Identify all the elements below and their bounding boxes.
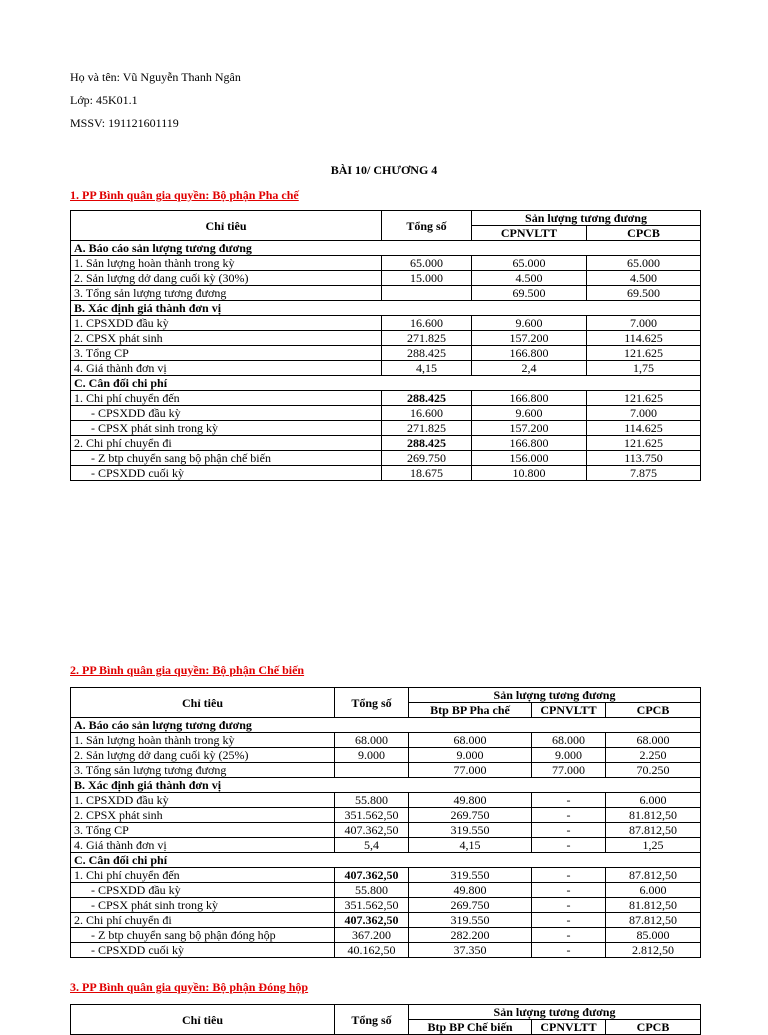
value-cell: 114.625 (587, 331, 701, 346)
value-cell: 319.550 (409, 913, 532, 928)
total-cell: 40.162,50 (335, 943, 409, 958)
row-label: 3. Tổng CP (71, 346, 382, 361)
header-col: Btp BP Chế biến (409, 1020, 532, 1035)
value-cell: 6.000 (606, 793, 701, 808)
student-name: Họ và tên: Vũ Nguyễn Thanh Ngân (70, 70, 241, 84)
value-cell: - (532, 898, 606, 913)
value-cell: 6.000 (606, 883, 701, 898)
value-cell: 166.800 (472, 436, 587, 451)
value-cell: 157.200 (472, 421, 587, 436)
total-cell: 65.000 (382, 256, 472, 271)
total-cell: 9.000 (335, 748, 409, 763)
table-row (71, 898, 701, 913)
total-cell: 407.362,50 (335, 868, 409, 883)
section-heading: A. Báo cáo sản lượng tương đương (71, 241, 701, 256)
total-cell: 18.675 (382, 466, 472, 481)
table-row (71, 436, 701, 451)
section-row (71, 718, 701, 733)
value-cell: - (532, 838, 606, 853)
row-label: - Z btp chuyển sang bộ phận đóng hộp (71, 928, 335, 943)
table-che-bien (70, 687, 701, 958)
section-heading: C. Cân đối chi phí (71, 853, 701, 868)
header-item: Chỉ tiêu (71, 1005, 335, 1035)
value-cell: 319.550 (409, 823, 532, 838)
value-cell: 2.250 (606, 748, 701, 763)
value-cell: 77.000 (532, 763, 606, 778)
table-row (71, 823, 701, 838)
value-cell: - (532, 883, 606, 898)
table-row (71, 391, 701, 406)
header-total: Tổng số (382, 211, 472, 241)
value-cell: 4.500 (472, 271, 587, 286)
value-cell: 2,4 (472, 361, 587, 376)
total-cell: 288.425 (382, 346, 472, 361)
table-row (71, 331, 701, 346)
header-col: CPNVLTT (532, 1020, 606, 1035)
value-cell: 1,25 (606, 838, 701, 853)
total-cell (335, 763, 409, 778)
value-cell: - (532, 943, 606, 958)
value-cell: 87.812,50 (606, 868, 701, 883)
table-row (71, 748, 701, 763)
total-cell: 55.800 (335, 793, 409, 808)
table-dong-hop (70, 1004, 701, 1035)
table-row (71, 763, 701, 778)
value-cell: 157.200 (472, 331, 587, 346)
row-label: 2. Chi phí chuyển đi (71, 436, 382, 451)
value-cell: 4.500 (587, 271, 701, 286)
section-row (71, 376, 701, 391)
section-heading: B. Xác định giá thành đơn vị (71, 778, 701, 793)
row-label: - CPSXDD đầu kỳ (71, 406, 382, 421)
row-label: 2. CPSX phát sinh (71, 808, 335, 823)
value-cell: 1,75 (587, 361, 701, 376)
row-label: - CPSX phát sinh trong kỳ (71, 421, 382, 436)
value-cell: 7.000 (587, 316, 701, 331)
section-row (71, 853, 701, 868)
student-class: Lớp: 45K01.1 (70, 93, 138, 107)
table-row (71, 421, 701, 436)
value-cell: 87.812,50 (606, 913, 701, 928)
row-label: 2. CPSX phát sinh (71, 331, 382, 346)
document-title: BÀI 10/ CHƯƠNG 4 (330, 163, 438, 177)
value-cell: 68.000 (606, 733, 701, 748)
total-cell (382, 286, 472, 301)
total-cell: 351.562,50 (335, 808, 409, 823)
header-total: Tổng số (335, 1005, 409, 1035)
value-cell: 121.625 (587, 346, 701, 361)
total-cell: 271.825 (382, 421, 472, 436)
total-cell: 5,4 (335, 838, 409, 853)
total-cell: 55.800 (335, 883, 409, 898)
section-heading: C. Cân đối chi phí (71, 376, 701, 391)
value-cell: 81.812,50 (606, 898, 701, 913)
header-equiv: Sản lượng tương đương (409, 688, 701, 703)
table-row (71, 286, 701, 301)
section1-title: 1. PP Bình quân gia quyền: Bộ phận Pha chế (70, 188, 299, 202)
table-row (71, 406, 701, 421)
header-equiv: Sản lượng tương đương (472, 211, 701, 226)
section-heading: A. Báo cáo sản lượng tương đương (71, 718, 701, 733)
total-cell: 269.750 (382, 451, 472, 466)
row-label: 1. Chi phí chuyển đến (71, 868, 335, 883)
value-cell: 166.800 (472, 391, 587, 406)
row-label: 4. Giá thành đơn vị (71, 838, 335, 853)
value-cell: 87.812,50 (606, 823, 701, 838)
value-cell: 7.875 (587, 466, 701, 481)
value-cell: 269.750 (409, 898, 532, 913)
header-col: CPNVLTT (532, 703, 606, 718)
section-row (71, 301, 701, 316)
section3-title: 3. PP Bình quân gia quyền: Bộ phận Đóng hộp (70, 980, 309, 994)
section-row (71, 778, 701, 793)
student-id: MSSV: 191121601119 (70, 116, 179, 130)
row-label: 3. Tổng CP (71, 823, 335, 838)
value-cell: - (532, 808, 606, 823)
table-row (71, 271, 701, 286)
total-cell: 15.000 (382, 271, 472, 286)
table-row (71, 808, 701, 823)
row-label: 1. Sản lượng hoàn thành trong kỳ (71, 256, 382, 271)
table-row (71, 451, 701, 466)
value-cell: 4,15 (409, 838, 532, 853)
value-cell: 156.000 (472, 451, 587, 466)
value-cell: 77.000 (409, 763, 532, 778)
value-cell: 121.625 (587, 391, 701, 406)
value-cell: - (532, 928, 606, 943)
row-label: 2. Sản lượng dở dang cuối kỳ (25%) (71, 748, 335, 763)
row-label: 1. CPSXDD đầu kỳ (71, 316, 382, 331)
total-cell: 288.425 (382, 391, 472, 406)
value-cell: 68.000 (532, 733, 606, 748)
table-row (71, 913, 701, 928)
value-cell: 85.000 (606, 928, 701, 943)
row-label: - CPSXDD cuối kỳ (71, 466, 382, 481)
value-cell: 70.250 (606, 763, 701, 778)
row-label: - Z btp chuyển sang bộ phận chế biến (71, 451, 382, 466)
row-label: 1. CPSXDD đầu kỳ (71, 793, 335, 808)
table-row (71, 466, 701, 481)
value-cell: 269.750 (409, 808, 532, 823)
value-cell: 49.800 (409, 793, 532, 808)
header-col: CPNVLTT (472, 226, 587, 241)
row-label: 1. Sản lượng hoàn thành trong kỳ (71, 733, 335, 748)
total-cell: 271.825 (382, 331, 472, 346)
value-cell: 2.812,50 (606, 943, 701, 958)
section-row (71, 241, 701, 256)
value-cell: 319.550 (409, 868, 532, 883)
value-cell: 9.600 (472, 406, 587, 421)
header-col: CPCB (606, 1020, 701, 1035)
value-cell: 113.750 (587, 451, 701, 466)
table-row (71, 883, 701, 898)
total-cell: 16.600 (382, 316, 472, 331)
value-cell: 7.000 (587, 406, 701, 421)
total-cell: 367.200 (335, 928, 409, 943)
total-cell: 16.600 (382, 406, 472, 421)
value-cell: 9.000 (409, 748, 532, 763)
total-cell: 4,15 (382, 361, 472, 376)
table-pha-che (70, 210, 701, 481)
header-col: Btp BP Pha chế (409, 703, 532, 718)
header-total: Tổng số (335, 688, 409, 718)
header-equiv: Sản lượng tương đương (409, 1005, 701, 1020)
row-label: 2. Chi phí chuyển đi (71, 913, 335, 928)
value-cell: 9.000 (532, 748, 606, 763)
value-cell: 49.800 (409, 883, 532, 898)
value-cell: - (532, 793, 606, 808)
row-label: 4. Giá thành đơn vị (71, 361, 382, 376)
table-row (71, 928, 701, 943)
row-label: 3. Tổng sản lượng tương đương (71, 763, 335, 778)
table-row (71, 943, 701, 958)
row-label: - CPSX phát sinh trong kỳ (71, 898, 335, 913)
value-cell: 81.812,50 (606, 808, 701, 823)
value-cell: 9.600 (472, 316, 587, 331)
section2-title: 2. PP Bình quân gia quyền: Bộ phận Chế biến (70, 663, 305, 677)
value-cell: 282.200 (409, 928, 532, 943)
value-cell: 65.000 (472, 256, 587, 271)
row-label: 1. Chi phí chuyển đến (71, 391, 382, 406)
header-item: Chỉ tiêu (71, 211, 382, 241)
section-heading: B. Xác định giá thành đơn vị (71, 301, 701, 316)
value-cell: 166.800 (472, 346, 587, 361)
header-col: CPCB (606, 703, 701, 718)
value-cell: - (532, 823, 606, 838)
table-row (71, 316, 701, 331)
header-col: CPCB (587, 226, 701, 241)
row-label: - CPSXDD đầu kỳ (71, 883, 335, 898)
value-cell: 37.350 (409, 943, 532, 958)
header-item: Chỉ tiêu (71, 688, 335, 718)
table-row (71, 733, 701, 748)
value-cell: 68.000 (409, 733, 532, 748)
value-cell: 65.000 (587, 256, 701, 271)
row-label: - CPSXDD cuối kỳ (71, 943, 335, 958)
total-cell: 407.362,50 (335, 913, 409, 928)
value-cell: 69.500 (472, 286, 587, 301)
table-row (71, 793, 701, 808)
value-cell: 114.625 (587, 421, 701, 436)
row-label: 2. Sản lượng dở dang cuối kỳ (30%) (71, 271, 382, 286)
total-cell: 68.000 (335, 733, 409, 748)
value-cell: - (532, 913, 606, 928)
table-row (71, 346, 701, 361)
table-row (71, 256, 701, 271)
total-cell: 351.562,50 (335, 898, 409, 913)
total-cell: 288.425 (382, 436, 472, 451)
value-cell: 121.625 (587, 436, 701, 451)
table-row (71, 868, 701, 883)
row-label: 3. Tổng sản lượng tương đương (71, 286, 382, 301)
value-cell: 10.800 (472, 466, 587, 481)
value-cell: - (532, 868, 606, 883)
table-row (71, 838, 701, 853)
total-cell: 407.362,50 (335, 823, 409, 838)
table-row (71, 361, 701, 376)
value-cell: 69.500 (587, 286, 701, 301)
